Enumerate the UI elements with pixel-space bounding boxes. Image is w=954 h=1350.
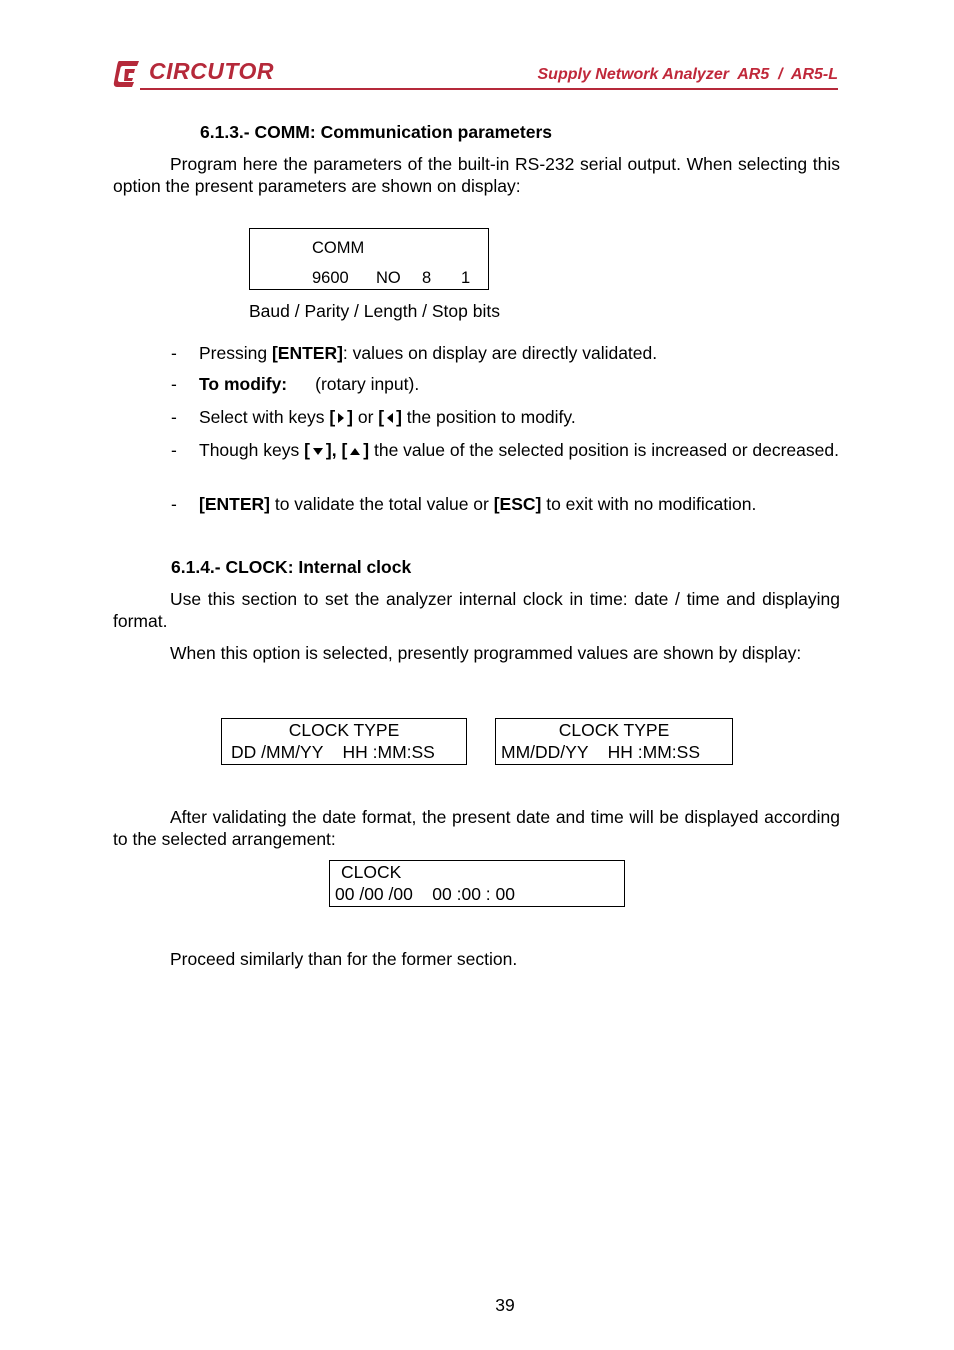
clock-display [329, 860, 625, 907]
comm-display-caption: Baud / Parity / Length / Stop bits [249, 301, 500, 321]
brand-name: CIRCUTOR [149, 58, 274, 84]
clock-paragraph-1: Use this section to set the analyzer internal clock in time: date / time and displaying format. [113, 589, 840, 631]
clock-display-value: 00 /00 /00 00 :00 : 00 [335, 884, 515, 904]
esc-key-label: [ESC] [493, 494, 542, 514]
page-number: 39 [495, 1295, 515, 1315]
section-heading-clock: 6.1.4.- CLOCK: Internal clock [171, 557, 412, 577]
clock-type-title: CLOCK TYPE [288, 720, 400, 740]
comm-length-value: 8 [422, 269, 432, 287]
list-item: - To modify: (rotary input). [171, 374, 420, 394]
left-arrow-key-icon [387, 413, 393, 423]
list-item: - Though keys [ ], [ ] the value of the selected position is increased or decreased. [171, 440, 839, 460]
enter-key-label: [ENTER] [199, 494, 270, 514]
comm-parity-value: NO [376, 269, 401, 287]
clock-display-title: CLOCK [341, 862, 402, 882]
down-arrow-key-icon [313, 448, 323, 455]
list-item: - Select with keys [ ] or [ ] the position to modify. [171, 407, 576, 427]
header-rule [140, 88, 838, 90]
list-item: - [ENTER] to validate the total value or [ESC] to exit with no modification. [171, 494, 757, 514]
clock-type-display-mmddyy [495, 718, 733, 765]
comm-display [249, 228, 489, 290]
document-title: Supply Network Analyzer AR5 / AR5-L [537, 66, 838, 83]
clock-type-title: CLOCK TYPE [558, 720, 670, 740]
enter-key-label: [ENTER] [271, 343, 343, 363]
comm-stopbits-value: 1 [461, 269, 471, 287]
clock-paragraph-4: Proceed similarly than for the former section. [170, 949, 518, 969]
comm-display-title: COMM [312, 239, 365, 257]
list-item: - Pressing [ENTER]: values on display are directly validated. [171, 343, 658, 363]
comm-intro-paragraph: Program here the parameters of the built-in RS-232 serial output. When selecting this option the present parameters are shown on display: [113, 154, 840, 196]
clock-type-display-ddmmyy [221, 718, 467, 765]
circutor-logo-icon [113, 57, 145, 89]
clock-paragraph-3: After validating the date format, the present date and time will be displayed according to the selected arrangement: [113, 807, 840, 849]
right-arrow-key-icon [338, 413, 344, 423]
clock-type-format: MM/DD/YY HH :MM:SS [501, 742, 700, 762]
comm-baud-value: 9600 [312, 269, 349, 287]
section-heading-comm: 6.1.3.- COMM: Communication parameters [200, 122, 553, 142]
clock-type-format: DD /MM/YY HH :MM:SS [231, 742, 435, 762]
up-arrow-key-icon [350, 448, 360, 455]
clock-paragraph-2: When this option is selected, presently programmed values are shown by display: [170, 643, 802, 663]
